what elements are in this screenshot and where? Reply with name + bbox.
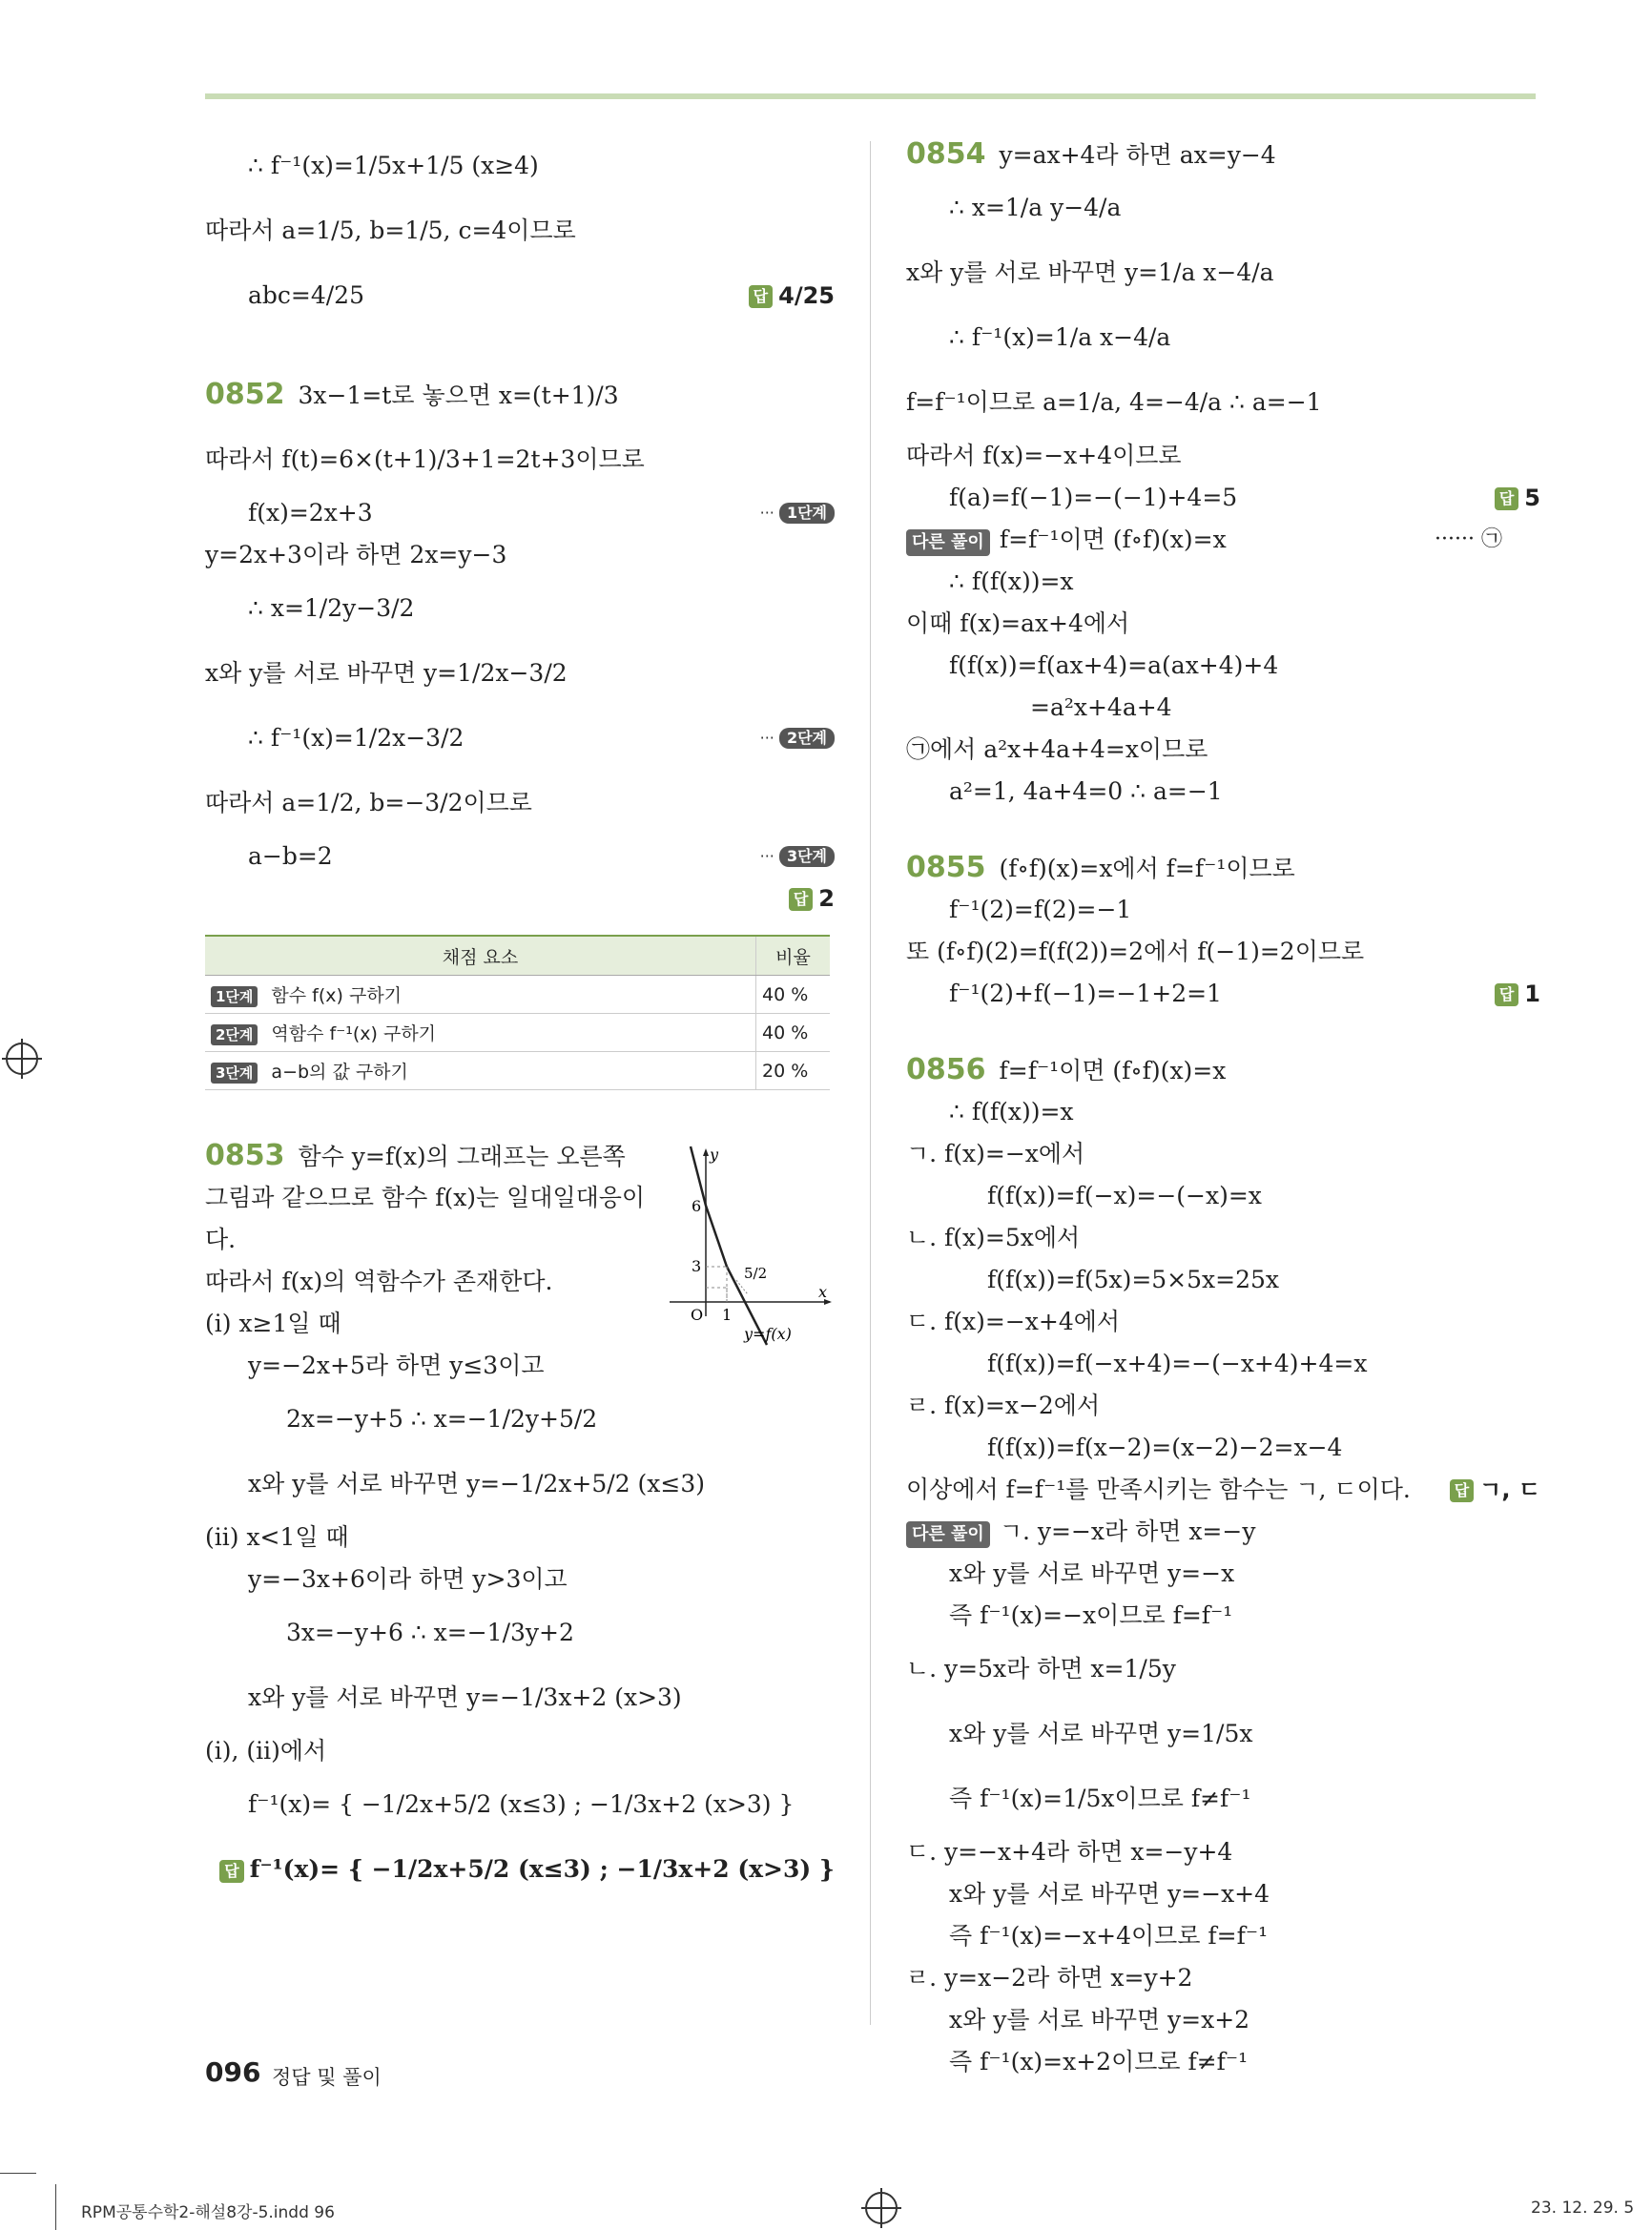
answer-tag: 답: [789, 888, 813, 911]
line-text: 따라서 a=1/5, b=1/5, c=4이므로: [205, 217, 576, 244]
equation-marker: ······ ㉠: [1435, 527, 1502, 551]
solution-line: [906, 1595, 1540, 1637]
solution-line: [906, 1766, 1540, 1831]
table-cell: 역함수 f⁻¹(x) 구하기: [271, 1023, 437, 1044]
line-text: x와 y를 서로 바꾸면 y=−1/2x+5/2 (x≤3): [248, 1470, 705, 1497]
solution-line: [906, 435, 1540, 477]
solution-line: [906, 1091, 1540, 1133]
line-text: (i) x≥1일 때: [205, 1310, 341, 1337]
solution-line: [205, 878, 835, 919]
solution-line: [906, 1469, 1540, 1511]
curve-label: y=f(x): [744, 1325, 792, 1343]
line-text: f⁻¹(x)= { −1/2x+5/2 (x≤3) ; −1/3x+2 (x>3) }: [249, 1855, 835, 1883]
table-cell-ratio: 40 %: [756, 1014, 831, 1052]
line-text: x와 y를 서로 바꾸면 y=−1/3x+2 (x>3): [248, 1683, 682, 1711]
solution-line: [906, 729, 1540, 771]
step-marker: ··· 3단계: [760, 836, 835, 878]
solution-line: [205, 1600, 835, 1665]
solution-line: [205, 134, 835, 198]
solution-line: [906, 1637, 1540, 1702]
line-text: ㄹ. y=x−2라 하면 x=y+2: [906, 1964, 1193, 1992]
step-marker: ··· 2단계: [760, 706, 835, 771]
solution-line: [906, 1873, 1540, 1915]
line-text: 그림과 같으므로 함수 f(x)는 일대일대응이: [205, 1184, 646, 1211]
problem-number: 0853: [205, 1139, 285, 1172]
origin-label: O: [691, 1306, 704, 1324]
solution-line: [205, 641, 835, 706]
line-text: ㄴ. y=5x라 하면 x=1/5y: [906, 1655, 1176, 1683]
line-text: f⁻¹(2)=f(2)=−1: [949, 896, 1132, 923]
line-text: 즉 f⁻¹(x)=x+2이므로 f≠f⁻¹: [949, 2048, 1249, 2075]
line-text: ㄷ. y=−x+4라 하면 x=−y+4: [906, 1838, 1233, 1866]
line-text: ㉠에서 a²x+4a+4=x이므로: [906, 735, 1208, 763]
line-text: 3x−1=t로 놓으면 x=(t+1)/3: [298, 382, 619, 409]
solution-line: [906, 645, 1540, 687]
line-text: f(a)=f(−1)=−(−1)+4=5: [949, 484, 1238, 511]
line-text: x와 y를 서로 바꾸면 y=1/5x: [949, 1720, 1253, 1747]
solution-line: [906, 687, 1540, 729]
line-text: abc=4/25: [248, 281, 364, 309]
answer-tag: 답: [1495, 487, 1518, 510]
answer: [1495, 973, 1540, 1015]
scoring-table: [205, 935, 830, 1090]
line-text: ㄹ. f(x)=x−2에서: [906, 1392, 1101, 1419]
answer: [749, 263, 835, 328]
crop-mark: [55, 2184, 56, 2230]
function-graph: [668, 1145, 835, 1364]
table-header-element: 채점 요소: [205, 936, 756, 976]
line-text: f⁻¹(x)= { −1/2x+5/2 (x≤3) ; −1/3x+2 (x>3) }: [248, 1790, 795, 1818]
solution-line: [906, 1957, 1540, 1999]
line-text: 즉 f⁻¹(x)=1/5x이므로 f≠f⁻¹: [949, 1785, 1251, 1812]
step-pill: 3단계: [779, 846, 835, 867]
answer-value: 5: [1524, 485, 1540, 511]
solution-line: [906, 370, 1540, 435]
step-pill: 2단계: [779, 728, 835, 749]
line-text: ㄱ. f(x)=−x에서: [906, 1140, 1085, 1167]
answer-tag: 답: [219, 1860, 243, 1883]
solution-line: [906, 1427, 1540, 1469]
solution-line: [906, 1343, 1540, 1385]
line-text: 따라서 a=1/2, b=−3/2이므로: [205, 789, 532, 816]
solution-line: [205, 534, 835, 576]
line-text: 함수 y=f(x)의 그래프는 오른쪽: [298, 1143, 626, 1170]
solution-line: [906, 134, 1540, 176]
solution-line: [906, 176, 1540, 240]
table-cell-ratio: 20 %: [756, 1052, 831, 1090]
line-text: ㄷ. f(x)=−x+4에서: [906, 1308, 1121, 1335]
step-badge: 3단계: [211, 1063, 258, 1084]
solution-line: [205, 1837, 835, 1902]
line-text: 즉 f⁻¹(x)=−x이므로 f=f⁻¹: [949, 1601, 1233, 1629]
problem-number: 0852: [205, 378, 285, 411]
line-text: 이때 f(x)=ax+4에서: [906, 609, 1130, 637]
line-text: ∴ f⁻¹(x)=1/a x−4/a: [949, 323, 1171, 351]
left-column: [205, 134, 835, 919]
line-text: y=2x+3이라 하면 2x=y−3: [205, 541, 507, 568]
line-text: 즉 f⁻¹(x)=−x+4이므로 f=f⁻¹: [949, 1922, 1269, 1950]
line-text: f=f⁻¹이면 (f∘f)(x)=x: [999, 1057, 1227, 1084]
problem-number: 0854: [906, 137, 986, 171]
answer-value: 2: [818, 885, 835, 912]
answer-value: ㄱ, ㄷ: [1479, 1476, 1540, 1503]
solution-line: [205, 1559, 835, 1600]
tick-label: 5/2: [744, 1265, 768, 1282]
solution-line: [906, 1831, 1540, 1873]
solution-line: [906, 1702, 1540, 1766]
line-text: f(f(x))=f(−x+4)=−(−x+4)+4=x: [987, 1350, 1368, 1377]
answer: [1495, 477, 1540, 519]
answer-tag: 답: [1450, 1479, 1474, 1502]
solution-line: [906, 1385, 1540, 1427]
line-text: ∴ x=1/2y−3/2: [248, 594, 415, 622]
solution-line: [906, 931, 1540, 973]
solution-line: [906, 1511, 1540, 1553]
table-cell: a−b의 값 구하기: [271, 1062, 408, 1083]
solution-line: [205, 427, 835, 492]
axis-label-x: x: [818, 1283, 828, 1301]
solution-line: [906, 305, 1540, 370]
page-label: 정답 및 풀이: [272, 2066, 382, 2089]
problem-number: 0855: [906, 851, 986, 884]
line-text: a²=1, 4a+4=0 ∴ a=−1: [949, 777, 1223, 805]
column-divider: [870, 141, 871, 2025]
answer: [789, 878, 835, 919]
tick-label: 1: [722, 1306, 733, 1324]
line-text: x와 y를 서로 바꾸면 y=−x+4: [949, 1880, 1270, 1908]
table-row: [205, 1014, 830, 1052]
solution-line: [906, 1049, 1540, 1091]
registration-mark: [6, 1043, 38, 1075]
top-rule: [205, 93, 1536, 99]
solution-line: [205, 1452, 835, 1517]
line-text: (i), (ii)에서: [205, 1737, 327, 1765]
line-text: f⁻¹(2)+f(−1)=−1+2=1: [949, 980, 1222, 1007]
line-text: ㄱ. y=−x라 하면 x=−y: [999, 1518, 1256, 1545]
answer-value: 1: [1524, 981, 1540, 1007]
line-text: (ii) x<1일 때: [205, 1523, 349, 1551]
line-text: f(f(x))=f(ax+4)=a(ax+4)+4: [949, 651, 1279, 679]
solution-line: [205, 771, 835, 836]
line-text: a−b=2: [248, 842, 333, 870]
solution-line: [906, 477, 1540, 519]
line-text: f(f(x))=f(x−2)=(x−2)−2=x−4: [987, 1434, 1343, 1461]
line-text: x와 y를 서로 바꾸면 y=1/a x−4/a: [906, 258, 1274, 286]
page-number: 096: [205, 2056, 261, 2088]
line-text: ∴ f(f(x))=x: [949, 568, 1074, 595]
solution-line: [205, 1665, 835, 1730]
solution-line: [906, 1175, 1540, 1217]
line-text: 따라서 f(x)=−x+4이므로: [906, 442, 1182, 469]
solution-line: [906, 1217, 1540, 1259]
line-text: f(x)=2x+3: [248, 499, 373, 527]
line-text: f(f(x))=f(5x)=5×5x=25x: [987, 1266, 1279, 1293]
answer-value: 4/25: [778, 282, 835, 309]
solution-line: [205, 836, 835, 878]
step-badge: 2단계: [211, 1024, 258, 1045]
solution-line: [205, 1517, 835, 1559]
line-text: ㄴ. f(x)=5x에서: [906, 1224, 1081, 1251]
solution-line: [205, 362, 835, 427]
line-text: x와 y를 서로 바꾸면 y=1/2x−3/2: [205, 659, 568, 687]
solution-line: [205, 1387, 835, 1452]
alt-solution-badge: 다른 풀이: [906, 1521, 990, 1548]
line-text: 또 (f∘f)(2)=f(f(2))=2에서 f(−1)=2이므로: [906, 938, 1365, 965]
solution-line: [906, 889, 1540, 931]
answer: [1450, 1469, 1540, 1511]
answer-tag: 답: [1495, 983, 1518, 1006]
line-text: 따라서 f(t)=6×(t+1)/3+1=2t+3이므로: [205, 445, 645, 473]
solution-line: [906, 1553, 1540, 1595]
line-text: y=ax+4라 하면 ax=y−4: [999, 141, 1276, 169]
line-text: x와 y를 서로 바꾸면 y=−x: [949, 1559, 1235, 1587]
solution-line: [906, 847, 1540, 889]
line-text: 따라서 f(x)의 역함수가 존재한다.: [205, 1268, 553, 1295]
solution-line: [205, 706, 835, 771]
line-text: f(f(x))=f(−x)=−(−x)=x: [987, 1182, 1262, 1209]
line-text: ∴ f⁻¹(x)=1/2x−3/2: [248, 724, 465, 752]
registration-mark: [865, 2192, 898, 2224]
solution-line: [205, 198, 835, 263]
solution-line: [205, 492, 835, 534]
line-text: 3x=−y+6 ∴ x=−1/3y+2: [286, 1619, 574, 1646]
solution-line: [906, 561, 1540, 603]
step-pill: 1단계: [779, 503, 835, 524]
crop-mark: [0, 2173, 36, 2174]
solution-line: [906, 2041, 1540, 2083]
problem-number: 0856: [906, 1053, 986, 1086]
axis-label-y: y: [710, 1146, 719, 1164]
solution-line: [906, 1301, 1540, 1343]
line-text: f=f⁻¹이면 (f∘f)(x)=x: [999, 526, 1227, 553]
solution-line: [906, 771, 1540, 813]
solution-line: [906, 240, 1540, 305]
line-text: x와 y를 서로 바꾸면 y=x+2: [949, 2006, 1250, 2034]
line-text: y=−3x+6이라 하면 y>3이고: [248, 1565, 568, 1593]
solution-line: [906, 1999, 1540, 2041]
alt-solution-badge: 다른 풀이: [906, 529, 990, 556]
line-text: =a²x+4a+4: [1030, 693, 1172, 721]
table-row: [205, 1052, 830, 1090]
line-text: 이상에서 f=f⁻¹를 만족시키는 함수는 ㄱ, ㄷ이다.: [906, 1476, 1411, 1503]
line-text: y=−2x+5라 하면 y≤3이고: [248, 1352, 545, 1379]
solution-line: [205, 1730, 835, 1772]
tick-label: 6: [692, 1197, 702, 1215]
solution-line: [906, 519, 1540, 561]
table-row: [205, 976, 830, 1014]
line-text: (f∘f)(x)=x에서 f=f⁻¹이므로: [999, 855, 1295, 882]
solution-line: [906, 603, 1540, 645]
solution-line: [205, 263, 835, 328]
solution-line: [906, 1259, 1540, 1301]
table-cell-ratio: 40 %: [756, 976, 831, 1014]
line-text: 다.: [205, 1226, 237, 1253]
answer-tag: 답: [749, 285, 773, 308]
solution-line: [906, 1915, 1540, 1957]
table-cell: 함수 f(x) 구하기: [271, 985, 403, 1006]
line-text: 2x=−y+5 ∴ x=−1/2y+5/2: [286, 1405, 598, 1433]
solution-line: [906, 973, 1540, 1015]
right-column: [906, 134, 1540, 2083]
tick-label: 3: [692, 1257, 702, 1275]
solution-line: [906, 1133, 1540, 1175]
table-header-ratio: 비율: [756, 936, 831, 976]
solution-line: [205, 576, 835, 641]
line-text: ∴ x=1/a y−4/a: [949, 194, 1122, 221]
step-marker: ··· 1단계: [760, 492, 835, 534]
line-text: ∴ f(f(x))=x: [949, 1098, 1074, 1125]
step-badge: 1단계: [211, 986, 258, 1007]
solution-line: [205, 1772, 835, 1837]
slug-date: 23. 12. 29. 5: [1531, 2199, 1635, 2218]
line-text: ∴ f⁻¹(x)=1/5x+1/5 (x≥4): [248, 152, 539, 179]
slug-filename: RPM공통수학2-해설8강-5.indd 96: [81, 2203, 335, 2222]
line-text: f=f⁻¹이므로 a=1/a, 4=−4/a ∴ a=−1: [906, 388, 1322, 416]
